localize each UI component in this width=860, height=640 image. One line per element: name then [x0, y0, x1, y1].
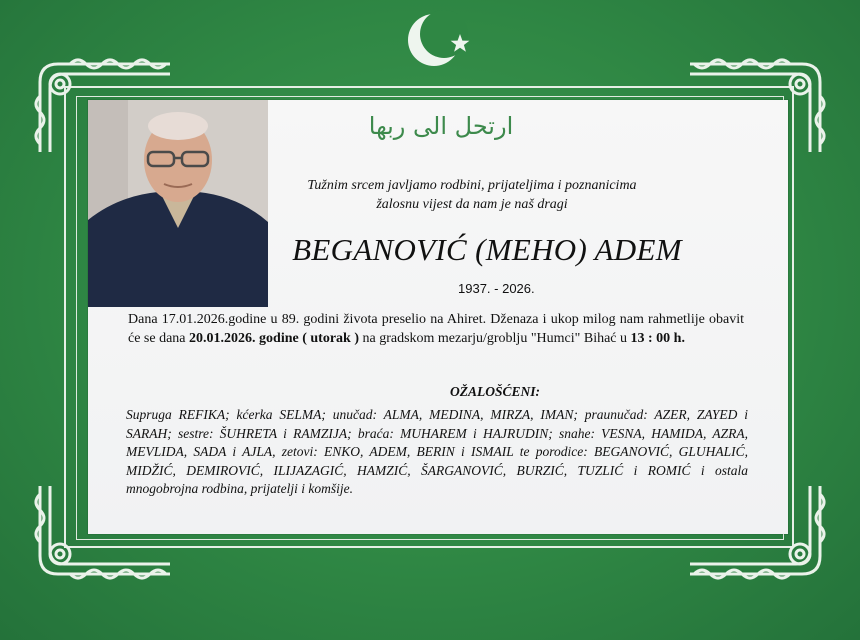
- life-years: 1937. - 2026.: [458, 281, 535, 296]
- arabic-heading-text: ارتحل الى ربها: [368, 112, 514, 140]
- mourners-list: Supruga REFIKA; kćerka SELMA; unučad: ALMA, MEDINA, MIRZA, IMAN; praunučad: AZER, ZAYED i SARAH; sestre: ŠUHRETA i RAMZIJA; braća: MUHAREM i HAJRUDIN; snahe: VESNA, HAMIDA, AZRA, MEVLIDA, SADA i AJLA, zetovi: ENKO, ADEM, BERIN i ISMAIL te porodice: BEGANOVIĆ, GLUHALIĆ, MIDŽIĆ, DEMIROVIĆ, ILIJAZAGIĆ, HAMZIĆ, ŠARGANOVIĆ, BURZIĆ, TUZLIĆ i ROMIĆ i ostala mnogobrojna rodbina, prijatelji i komšije.: [126, 407, 748, 496]
- intro-line-2: žalosnu vijest da nam je naš dragi: [376, 197, 568, 212]
- announcement-part-1: Dana 17.01.2026.godine u 89. godini života preselio na Ahiret. Dženaza i ukop milog nam rahmetlije obavit će se dana: [128, 312, 744, 346]
- deceased-name: BEGANOVIĆ (MEHO) ADEM: [292, 232, 682, 267]
- crescent-star-icon: [398, 6, 488, 76]
- mourners-title: OŽALOŠĆENI:: [450, 384, 541, 399]
- arabic-calligraphy-heading: [368, 104, 514, 148]
- intro-line-1: Tužnim srcem javljamo rodbini, prijateljima i poznanicima: [307, 178, 637, 193]
- funeral-date: 20.01.2026. godine ( utorak ): [189, 330, 359, 346]
- portrait-photo: [88, 100, 268, 307]
- funeral-time: 13 : 00 h.: [630, 330, 685, 346]
- announcement-part-2: na gradskom mezarju/groblju "Humci" Bihać u: [358, 330, 631, 346]
- intro-text: [280, 176, 664, 214]
- funeral-announcement: [128, 311, 744, 348]
